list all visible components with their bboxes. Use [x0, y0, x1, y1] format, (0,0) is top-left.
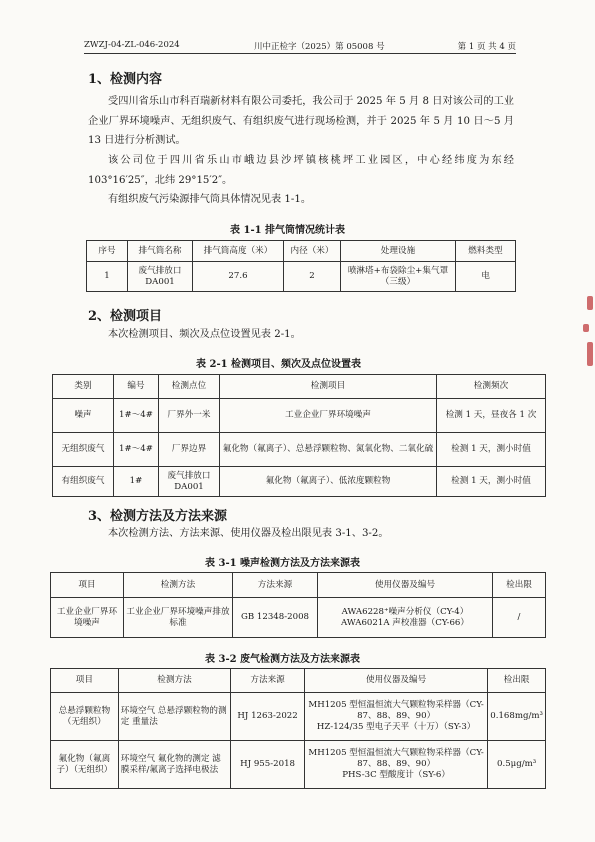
t32-cell-source: HJ 955-2018: [231, 741, 305, 789]
t11-header: 排气筒高度（米）: [193, 241, 284, 262]
t21-header: 检测频次: [437, 375, 546, 399]
t21-header: 编号: [114, 375, 159, 399]
t32-cell-item: 总悬浮颗粒物（无组织）: [51, 693, 119, 741]
t31-cell-method: 工业企业厂界环境噪声排放标准: [124, 598, 233, 638]
section-3-para-1: 本次检测方法、方法来源、使用仪器及检出限见表 3-1、3-2。: [108, 528, 389, 539]
t31-cell-limit: /: [493, 598, 546, 638]
t31-header: 检测方法: [124, 573, 233, 598]
instrument-line: MH1205 型恒温恒流大气颗粒物采样器（CY-87、88、89、90）: [308, 700, 484, 721]
t11-header: 内径（米）: [284, 241, 341, 262]
t31-cell-item: 工业企业厂界环境噪声: [51, 598, 124, 638]
t11-header: 燃料类型: [456, 241, 516, 262]
table-2-1: [52, 374, 546, 497]
section-1-para-3: 有组织废气污染源排气筒具体情况见表 1-1。: [108, 194, 312, 205]
t31-header: 使用仪器及编号: [318, 573, 493, 598]
t32-cell-method: 环境空气 总悬浮颗粒物的测定 重量法: [118, 693, 230, 741]
table-row: [53, 399, 546, 433]
t21-cell: 检测 1 天，测小时值: [437, 467, 546, 497]
header-rule: [84, 53, 516, 54]
table-3-1: [50, 572, 546, 638]
t21-header: 检测项目: [220, 375, 437, 399]
instrument-line: MH1205 型恒温恒流大气颗粒物采样器（CY-87、88、89、90）: [308, 748, 484, 769]
t32-header: 项目: [51, 669, 119, 693]
t32-cell-limit: 0.5μg/m³: [488, 741, 546, 789]
t21-cell: 厂界边界: [159, 433, 220, 467]
t21-cell: 检测 1 天，昼夜各 1 次: [437, 399, 546, 433]
t11-header: 排气筒名称: [128, 241, 193, 262]
t21-cell: 1#～4#: [114, 399, 159, 433]
t11-cell: 电: [456, 262, 516, 292]
t11-cell: 废气排放口 DA001: [128, 262, 193, 292]
t21-cell: 厂界外一米: [159, 399, 220, 433]
t21-cell: 有组织废气: [53, 467, 114, 497]
t21-cell: 1#: [114, 467, 159, 497]
t21-cell: 1#～4#: [114, 433, 159, 467]
t32-cell-instruments: [305, 693, 488, 741]
t21-cell: 废气排放口 DA001: [159, 467, 220, 497]
t31-header: 检出限: [493, 573, 546, 598]
section-3-heading: 3、检测方法及方法来源: [88, 509, 228, 524]
table-row: [53, 433, 546, 467]
table-1-1-caption: 表 1-1 排气筒情况统计表: [230, 225, 346, 236]
table-3-1-caption: 表 3-1 噪声检测方法及方法来源表: [205, 558, 361, 569]
t11-cell: 喷淋塔+布袋除尘+集气罩（三级）: [341, 262, 456, 292]
section-2-heading: 2、检测项目: [88, 309, 163, 324]
t21-header: 检测点位: [159, 375, 220, 399]
t32-cell-source: HJ 1263-2022: [231, 693, 305, 741]
table-row: [53, 467, 546, 497]
t11-header: 处理设施: [341, 241, 456, 262]
t11-header: 序号: [87, 241, 128, 262]
doc-code: ZWZJ-04-ZL-046-2024: [84, 40, 180, 50]
t32-cell-item: 氟化物（氟离子）（无组织）: [51, 741, 119, 789]
t31-header: 方法来源: [233, 573, 318, 598]
section-1-heading: 1、检测内容: [88, 72, 163, 87]
t32-cell-method: 环境空气 氟化物的测定 滤膜采样/氟离子选择电极法: [118, 741, 230, 789]
t31-cell-source: GB 12348-2008: [233, 598, 318, 638]
table-row: [51, 598, 546, 638]
t32-header: 方法来源: [231, 669, 305, 693]
t11-cell: 27.6: [193, 262, 284, 292]
t21-cell: 噪声: [53, 399, 114, 433]
table-2-1-caption: 表 2-1 检测项目、频次及点位设置表: [196, 359, 362, 370]
t32-header: 检测方法: [118, 669, 230, 693]
section-1-para-1: 受四川省乐山市科百瑞新材料有限公司委托，我公司于 2025 年 5 月 8 日对该公司的工业企业厂界环境噪声、无组织废气、有组织废气进行现场检测，并于 2025 年 5 月 10 日～5 月 13 日进行分析测试。: [88, 96, 514, 146]
t21-cell: 检测 1 天，测小时值: [437, 433, 546, 467]
t21-cell: 无组织废气: [53, 433, 114, 467]
table-3-2: [50, 668, 546, 789]
report-number: 川中正检字（2025）第 05008 号: [254, 42, 385, 52]
table-3-2-caption: 表 3-2 废气检测方法及方法来源表: [205, 654, 361, 665]
t32-header: 检出限: [488, 669, 546, 693]
t31-header: 项目: [51, 573, 124, 598]
t32-header: 使用仪器及编号: [305, 669, 488, 693]
instrument-line: HZ-124/35 型电子天平（十万）（SY-3）: [316, 722, 476, 732]
t21-header: 类别: [53, 375, 114, 399]
instrument-line: AWA6228⁺噪声分析仪（CY-4）: [341, 606, 469, 617]
t11-cell: 2: [284, 262, 341, 292]
t31-cell-instruments: [318, 598, 493, 638]
table-1-1: [86, 240, 516, 292]
section-1-para-2: 该公司位于四川省乐山市峨边县沙坪镇核桃坪工业园区，中心经纬度为东经 103°16′25″，北纬 29°15′2″。: [88, 155, 514, 186]
t21-cell: 工业企业厂界环境噪声: [220, 399, 437, 433]
instrument-line: AWA6021A 声校准器（CY-66）: [341, 617, 469, 628]
table-row: [51, 741, 546, 789]
t21-cell: 氟化物（氟离子）、低浓度颗粒物: [220, 467, 437, 497]
table-row: [87, 262, 516, 292]
seal-stamp-fragment: [579, 290, 595, 380]
page-number: 第 1 页 共 4 页: [457, 42, 516, 52]
t32-cell-limit: 0.168mg/m³: [488, 693, 546, 741]
instrument-line: PHS-3C 型酸度计（SY-6）: [342, 770, 450, 780]
table-row: [51, 693, 546, 741]
section-2-para-1: 本次检测项目、频次及点位设置见表 2-1。: [108, 329, 301, 340]
t32-cell-instruments: [305, 741, 488, 789]
t21-cell: 氟化物（氟离子）、总悬浮颗粒物、氮氧化物、二氧化硫: [220, 433, 437, 467]
t11-cell: 1: [87, 262, 128, 292]
